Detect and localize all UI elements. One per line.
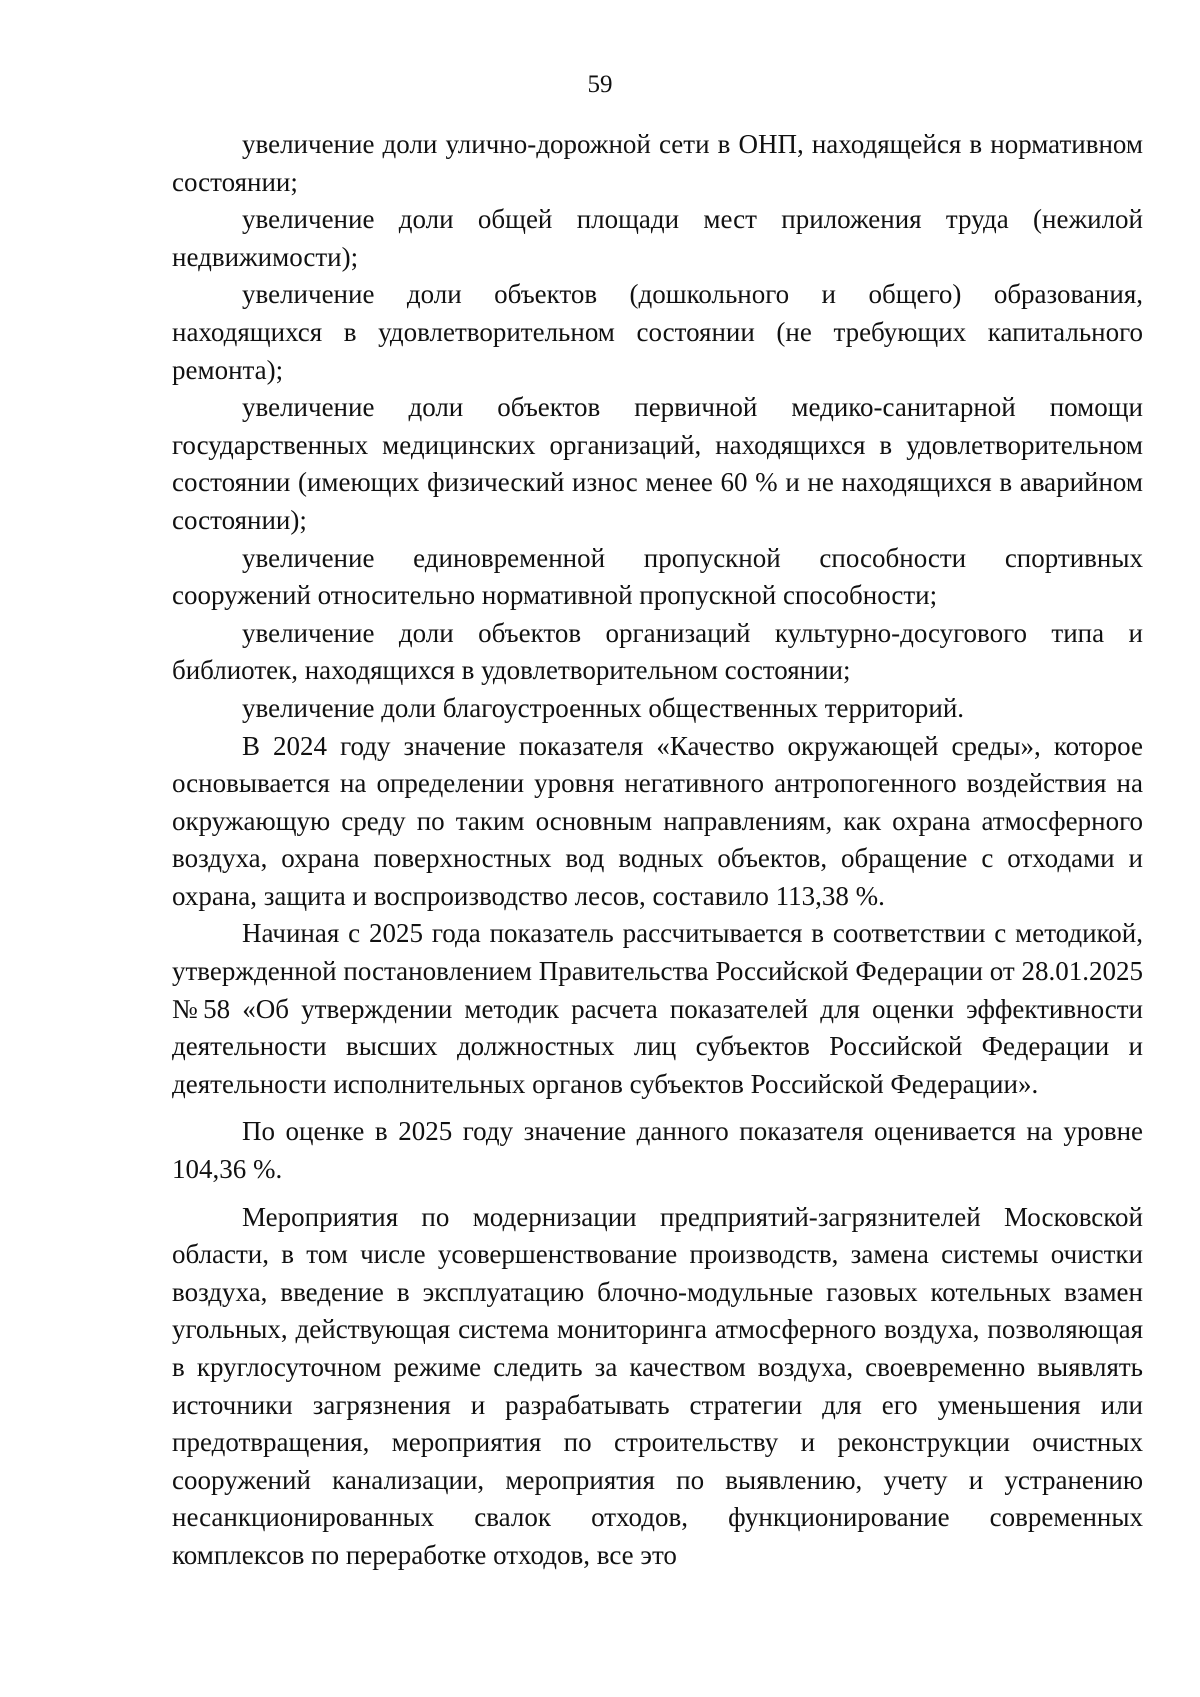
paragraph-street-network: увеличение доли улично-дорожной сети в ОНП, находящейся в нормативном состоянии; xyxy=(172,129,1143,197)
paragraph-estimate-2025: По оценке в 2025 году значение данного показателя оценивается на уровне 104,36 %. xyxy=(172,1116,1143,1185)
paragraph-environment-2024: В 2024 году значение показателя «Качество окружающей среды», которое основывается на определении уровня негативного антропогенного воздействия на окружающую среду по таким основным направлениям, как охрана атмосферного воздуха, охрана поверхностных вод водных объектов, обращение с отходами и охрана, защита и воспроизводство лесов, составило 113,38 %. xyxy=(172,730,1143,911)
paragraph-sports-capacity: увеличение единовременной пропускной способности спортивных сооружений относительно нормативной пропускной способности; xyxy=(172,542,1143,611)
paragraph-workplace-area: увеличение доли общей площади мест приложения труда (нежилой недвижимости); xyxy=(172,204,1143,272)
document-body xyxy=(172,126,1143,1575)
page-number: 59 xyxy=(587,71,613,98)
paragraph-public-spaces: увеличение доли благоустроенных общественных территорий. xyxy=(242,692,965,723)
paragraph-medical-objects: увеличение доли объектов первичной медико-санитарной помощи государственных медицинских организаций, находящихся в удовлетворительном состоянии (имеющих физический износ менее 60 % и не находящихся в аварийном состоянии); xyxy=(172,392,1143,535)
paragraph-cultural-objects: увеличение доли объектов организаций культурно-досугового типа и библиотек, находящихся в удовлетворительном состоянии; xyxy=(172,617,1143,686)
paragraph-methodology-2025: Начиная с 2025 года показатель рассчитывается в соответствии с методикой, утвержденной постановлением Правительства Российской Федерации от 28.01.2025 №58 «Об утверждении методик расчета показателей для оценки эффективности деятельности высших должностных лиц субъектов Российской Федерации и деятельности исполнительных органов субъектов Российской Федерации». xyxy=(172,918,1143,1099)
paragraph-modernization-measures: Мероприятия по модернизации предприятий-загрязнителей Московской области, в том числе усовершенствование производств, замена системы очистки воздуха, введение в эксплуатацию блочно-модульные газовых котельных взамен угольных, действующая система мониторинга атмосферного воздуха, позволяющая в круглосуточном режиме следить за качеством воздуха, своевременно выявлять источники загрязнения и разрабатывать стратегии для его уменьшения или предотвращения, мероприятия по строительству и реконструкции очистных сооружений канализации, мероприятия по выявлению, учету и устранению несанкционированных свалок отходов, функционирование современных комплексов по переработке отходов, все это xyxy=(172,1201,1143,1570)
paragraph-education-objects: увеличение доли объектов (дошкольного и общего) образования, находящихся в удовлетворительном состоянии (не требующих капитального ремонта); xyxy=(172,279,1143,385)
